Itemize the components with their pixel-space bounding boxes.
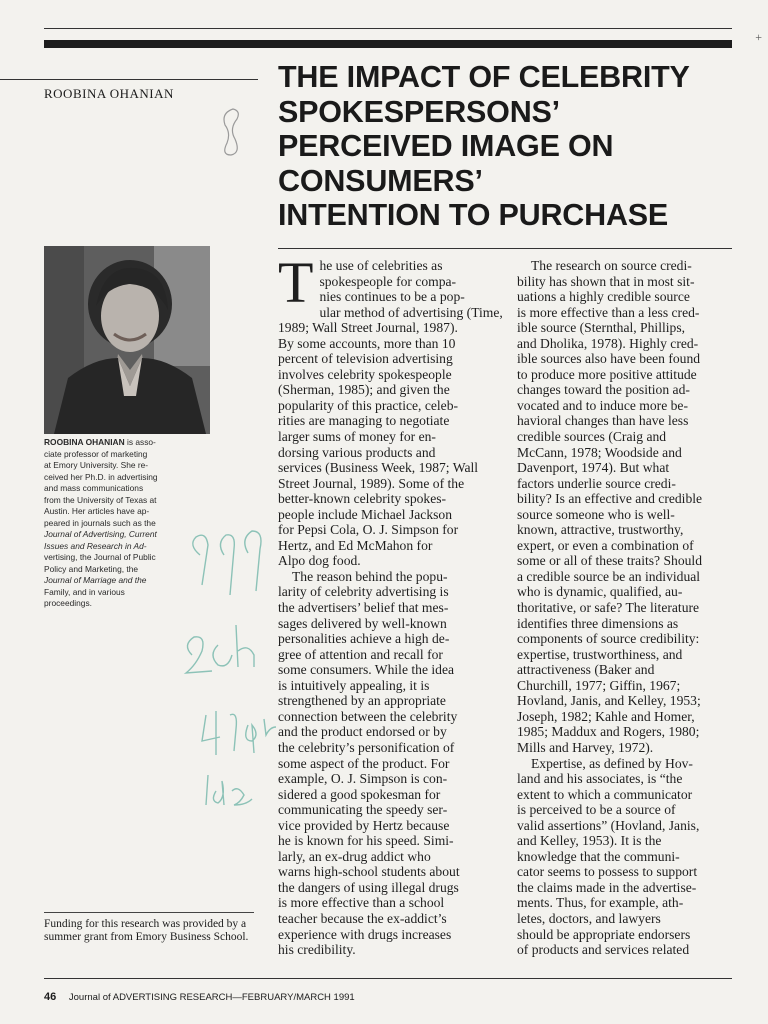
text-line: attractiveness (Baker and [517, 662, 655, 678]
funding-rule [44, 912, 254, 913]
bio-line: from the University of Texas at [44, 494, 157, 505]
text-line: teacher because the ex-addict’s [278, 910, 447, 926]
text-line: nies continues to be a pop- [319, 289, 465, 305]
text-line: vice provided by Hertz because [278, 817, 450, 833]
text-line: gree of attention and recall for [278, 646, 443, 662]
text-line: services (Business Week, 1987; Wall [278, 460, 479, 476]
text-line: the advertisers’ belief that mes- [278, 600, 449, 616]
text-line: Mills and Harvey, 1972). [517, 739, 654, 755]
text-line: uations a highly credible source [517, 289, 690, 305]
text-line: some or all of these traits? Should [517, 553, 702, 569]
bio-line: Family, and in various [44, 586, 125, 597]
handwritten-eight [215, 105, 245, 160]
text-line: larger sums of money for en- [278, 429, 436, 445]
text-line: he use of celebrities as [319, 258, 443, 273]
text-line: is more effective than a less cred- [517, 304, 700, 320]
bio-line: proceedings. [44, 598, 92, 608]
text-line: havioral changes than have less [517, 413, 689, 429]
text-line: source someone who is well- [517, 506, 675, 522]
author-name: ROOBINA OHANIAN [44, 86, 174, 101]
handwritten-annotations [172, 505, 282, 815]
funding-note: Funding for this research was provided by a summer grant from Emory Business School. [44, 918, 249, 943]
text-line: identifies three dimensions as [517, 615, 679, 631]
text-line: ible sources also have been found [517, 351, 701, 367]
text-line: he is known for his speed. Simi- [278, 833, 454, 849]
text-line: better-known celebrity spokes- [278, 491, 447, 507]
text-line: sidered a good spokesman for [278, 786, 441, 802]
text-line: larly, an ex-drug addict who [278, 848, 431, 864]
title-line: INTENTION TO PURCHASE [278, 198, 669, 232]
text-line: connection between the celebrity [278, 708, 458, 724]
bio-line: Journal of Marriage and the [44, 575, 147, 585]
text-line: bility? Is an effective and credible [517, 491, 703, 507]
title-line: SPOKESPERSONS’ [278, 94, 560, 129]
text-line: warns high-school students about [278, 864, 460, 880]
title-line: PERCEIVED IMAGE ON [278, 129, 614, 163]
top-rule-thin [44, 28, 732, 29]
bio-line: vertising, the Journal of Public [44, 552, 156, 562]
bio-name: ROOBINA OHANIAN [44, 437, 125, 447]
text-line: components of source credibility: [517, 631, 700, 647]
text-line: the celebrity’s personification of [278, 739, 455, 755]
bio-line: Austin. Her articles have ap- [44, 506, 150, 516]
text-line: Expertise, as defined by Hov- [531, 755, 693, 771]
text-line: the claims made in the advertise- [517, 879, 697, 895]
text-line: to produce more positive attitude [517, 366, 697, 382]
text-line: bility has shown that in most sit- [517, 273, 695, 289]
text-line: Alpo dog food. [278, 553, 361, 569]
text-line: some consumers. While the idea [278, 662, 455, 678]
bio-line: ceived her Ph.D. in advertising [44, 471, 158, 482]
text-line: sages delivered by well-known [278, 615, 447, 631]
article-title [278, 60, 730, 233]
text-line: Hovland, Janis, and Kelley, 1953; [517, 693, 701, 709]
bio-line: Journal of Advertising, Current [44, 529, 157, 539]
text-line: expertise, trustworthiness, and [517, 646, 683, 662]
text-line: example, O. J. Simpson is con- [278, 771, 448, 787]
text-line: known, attractive, trustworthy, [517, 522, 684, 538]
text-line: cator seems to possess to support [517, 864, 698, 880]
text-line: is perceived to be a source of [517, 802, 676, 818]
text-line: larity of celebrity advertising is [278, 584, 449, 600]
bio-line: is asso- [124, 437, 156, 447]
text-line: valid assertions” (Hovland, Janis, [517, 817, 700, 833]
text-line: changes toward the position ad- [517, 382, 690, 398]
text-line: factors underlie source credi- [517, 475, 676, 491]
text-line: for Pepsi Cola, O. J. Simpson for [278, 522, 459, 538]
text-line: expert, or even a combination of [517, 537, 694, 553]
text-line: communicating the speedy ser- [278, 802, 448, 818]
text-line: vocated and to induce more be- [517, 397, 688, 413]
title-rule [278, 248, 732, 249]
text-line: letes, doctors, and lawyers [517, 910, 661, 926]
title-line: CONSUMERS’ [278, 163, 483, 198]
text-line: popularity of this practice, celeb- [278, 397, 459, 413]
text-line: should be appropriate endorsers [517, 926, 691, 942]
text-line: and Dholika, 1978). Highly cred- [517, 335, 699, 351]
text-line: credible sources (Craig and [517, 429, 667, 445]
text-line: involves celebrity spokespeople [278, 366, 452, 382]
corner-mark: + [755, 30, 762, 44]
text-line: The research on source credi- [531, 258, 692, 273]
bio-line: at Emory University. She re- [44, 460, 149, 470]
text-line: Davenport, 1974). But what [517, 460, 670, 476]
text-line: Street Journal, 1989). Some of the [278, 475, 465, 491]
text-line: and Kelley, 1953). It is the [517, 833, 662, 849]
text-line: extent to which a communicator [517, 786, 693, 802]
text-line: of products and services related [517, 942, 690, 958]
paragraph-3 [517, 258, 732, 756]
text-line: and the product endorsed or by [278, 724, 447, 740]
text-line: rities are managing to negotiate [278, 413, 450, 429]
text-line: people include Michael Jackson [278, 506, 453, 522]
paragraph-2 [278, 569, 493, 958]
bio-line: peared in journals such as the [44, 517, 156, 528]
text-line: Hertz, and Ed McMahon for [278, 537, 433, 553]
text-line: dorsing various products and [278, 444, 436, 460]
text-line: knowledge that the communi- [517, 848, 680, 864]
bio-line: and mass communications [44, 483, 144, 493]
text-line: some aspect of the product. For [278, 755, 450, 771]
title-line: THE IMPACT OF CELEBRITY [278, 60, 690, 94]
text-line: experience with drugs increases [278, 926, 452, 942]
text-line: a credible source be an individual [517, 568, 701, 584]
text-line: The reason behind the popu- [292, 568, 448, 584]
body-column-1 [278, 250, 503, 958]
text-line: is more effective than a school [278, 895, 445, 911]
text-line: By some accounts, more than 10 [278, 335, 456, 351]
text-line: ments. Thus, for example, ath- [517, 895, 684, 911]
text-line: is intuitively appealing, it is [278, 677, 430, 693]
text-line: 1989; Wall Street Journal, 1987). [278, 320, 458, 336]
text-line: land and his associates, is “the [517, 771, 683, 787]
bio-line: ciate professor of marketing [44, 448, 148, 459]
text-line: his credibility. [278, 942, 356, 958]
drop-cap: T [278, 250, 314, 315]
text-line: McCann, 1978; Woodside and [517, 444, 682, 460]
text-line: ible source (Sternthal, Phillips, [517, 320, 686, 336]
top-rule-thick [44, 40, 732, 48]
page-footer [44, 991, 355, 1003]
page-number: 46 [44, 991, 57, 1003]
bio-line: Policy and Marketing, the [44, 563, 139, 574]
text-line: personalities achieve a high de- [278, 631, 450, 647]
author-rule [0, 79, 258, 80]
paragraph-4 [517, 756, 732, 958]
text-line: (Sherman, 1985); and given the [278, 382, 450, 398]
text-line: spokespeople for compa- [319, 273, 457, 289]
text-line: the dangers of using illegal drugs [278, 879, 459, 895]
author-bio [44, 437, 184, 610]
text-line: who is dynamic, qualified, au- [517, 584, 683, 600]
author-photo [44, 246, 210, 434]
text-line: percent of television advertising [278, 351, 453, 367]
bio-line: Issues and Research in Ad- [44, 540, 147, 551]
text-line: 1985; Maddux and Rogers, 1980; [517, 724, 700, 740]
text-line: Joseph, 1982; Kahle and Homer, [517, 708, 695, 724]
text-line: thoritative, or safe? The literature [517, 600, 700, 616]
text-line: strengthened by an appropriate [278, 693, 446, 709]
footer-rule [44, 978, 732, 979]
text-line: Churchill, 1977; Giffin, 1967; [517, 677, 681, 693]
body-column-2 [517, 258, 732, 958]
text-line: ular method of advertising (Time, [319, 304, 503, 320]
journal-name: Journal of ADVERTISING RESEARCH—FEBRUARY/MARCH 1991 [68, 992, 355, 1003]
